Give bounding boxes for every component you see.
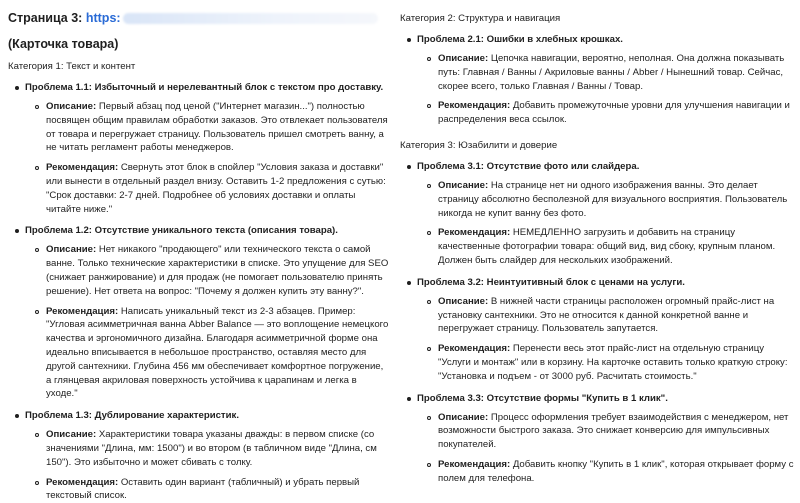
recommendation-text: Перенести весь этот прайс-лист на отдельную страницу "Услуги и монтаж" или в корзину. На карточке оставить только краткую строку: "Установка и подъем - от 3000 руб. Расчитать стоимость." — [438, 343, 788, 382]
problem-item — [8, 224, 390, 401]
recommendation-label: Рекомендация: — [46, 305, 119, 317]
problem-item — [8, 409, 390, 503]
recommendation-item — [417, 342, 794, 383]
detail-list — [25, 428, 390, 503]
description-item — [417, 179, 794, 220]
description-text: Нет никакого "продающего" или технического текста о самой ванне. Только технические характеристики в списке. Это упущение для SEO (снижает ранжирование) и для продаж (не помогает пользователю принять решение). Нет ответа на вопрос: "Почему я должен купить эту ванну?". — [46, 244, 389, 297]
recommendation-item — [25, 161, 390, 216]
recommendation-text: НЕМЕДЛЕННО загрузить и добавить на страницу качественные фотографии товара: общий вид, вид сбоку, крупным планом. Должен быть слайдер для нескольких изображений. — [438, 227, 776, 266]
problem-title: Проблема 2.1: Ошибки в хлебных крошках. — [417, 34, 623, 45]
description-label: Описание: — [46, 101, 97, 112]
description-item — [25, 428, 390, 469]
recommendation-text: Добавить кнопку "Купить в 1 клик", которая открывает форму с полем для телефона. — [438, 458, 794, 484]
description-label: Описание: — [46, 244, 97, 256]
problem-item — [8, 81, 390, 216]
description-text: В нижней части страницы расположен огромный прайс-лист на установку сантехники. Это не относится к данной конкретной ванне и перегружает страницу. Пользователь запутается. — [438, 295, 775, 335]
description-item — [25, 243, 390, 298]
page-subtitle: (Карточка товара) — [8, 37, 119, 51]
detail-list — [417, 179, 794, 268]
redacted-url-blur — [123, 13, 378, 24]
problem-list — [400, 33, 794, 127]
description-text: Процесс оформления требует взаимодействия с менеджером, нет возможности быстрого заказа. Это снижает конверсию для импульсивных покупателей. — [438, 411, 789, 451]
recommendation-item — [417, 226, 794, 267]
problem-title: Проблема 3.3: Отсутствие формы "Купить в 1 клик". — [417, 392, 668, 404]
page-title-prefix: Страница 3: — [8, 11, 83, 25]
category-heading: Категория 1: Текст и контент — [8, 61, 136, 72]
recommendation-text: Добавить промежуточные уровни для улучшения навигации и распределения веса ссылок. — [438, 100, 790, 126]
problem-list — [400, 160, 794, 486]
recommendation-label: Рекомендация: — [438, 100, 511, 112]
description-label: Описание: — [438, 411, 489, 423]
detail-list — [417, 411, 794, 486]
problem-list — [8, 81, 390, 503]
recommendation-item — [25, 476, 390, 503]
recommendation-text: Свернуть этот блок в спойлер "Условия заказа и доставки" или вынести в отдельный раздел внизу. Оставить 1-2 предложения с сутью: "Срок доставки: 2-7 дней. Подробнее об условиях доставки и оплаты читайте ниже." — [46, 162, 386, 215]
description-label: Описание: — [438, 179, 489, 191]
problem-item — [400, 392, 794, 486]
recommendation-item — [417, 458, 794, 486]
problem-title: Проблема 1.2: Отсутствие уникального текста (описания товара). — [25, 225, 338, 237]
recommendation-label: Рекомендация: — [438, 227, 511, 239]
recommendation-item — [25, 305, 390, 402]
recommendation-text: Оставить один вариант (табличный) и убрать первый текстовый список. — [46, 476, 360, 502]
description-text: На странице нет ни одного изображения ванны. Это делает страницу абсолютно бесполезной для визуального восприятия. Пользователь никогда не купит ванну без фото. — [438, 179, 788, 219]
category-heading: Категория 3: Юзабилити и доверие — [400, 139, 558, 151]
recommendation-label: Рекомендация: — [438, 343, 511, 355]
right-column — [400, 0, 794, 486]
description-label: Описание: — [438, 53, 489, 64]
recommendation-label: Рекомендация: — [46, 476, 119, 488]
problem-title: Проблема 1.3: Дублирование характеристик. — [25, 410, 239, 422]
description-text: Первый абзац под ценой ("Интернет магазин...") полностью посвящен общим правилам обработки заказов. Это отвлекает пользователя от товара и перегружает страницу. Пользователь пришел смотреть ванну, а не читать регламент работы менеджеров. — [46, 101, 388, 154]
description-label: Описание: — [438, 295, 489, 307]
problem-title: Проблема 3.1: Отсутствие фото или слайдера. — [417, 160, 640, 172]
problem-title: Проблема 1.1: Избыточный и нерелевантный блок с текстом про доставку. — [25, 82, 384, 93]
description-item — [25, 100, 390, 155]
detail-list — [417, 52, 794, 127]
recommendation-label: Рекомендация: — [46, 162, 119, 174]
left-column — [8, 0, 390, 503]
recommendation-label: Рекомендация: — [438, 458, 511, 470]
detail-list — [25, 243, 390, 401]
problem-item — [400, 33, 794, 127]
description-item — [417, 411, 794, 452]
description-item — [417, 52, 794, 93]
description-text: Цепочка навигации, вероятно, неполная. Она должна показывать путь: Главная / Ванны / Акриловые ванны / Abber / Нынешний товар. Сейчас, скорее всего, только Главная / Ванны / Товар. — [438, 53, 785, 92]
problem-item — [400, 160, 794, 268]
detail-list — [417, 295, 794, 384]
page-url-link[interactable]: https: — [85, 11, 121, 25]
description-label: Описание: — [46, 429, 97, 441]
category-heading: Категория 2: Структура и навигация — [400, 13, 561, 24]
detail-list — [25, 100, 390, 216]
page-title — [8, 10, 390, 26]
description-text: Характеристики товара указаны дважды: в первом списке (со значениями "Длина, мм: 1500") и во втором (в табличном виде "Длина, см 150"). Это избыточно и может сбивать с толку. — [46, 429, 377, 468]
problem-title: Проблема 3.2: Неинтуитивный блок с ценами на услуги. — [417, 276, 685, 288]
recommendation-item — [417, 99, 794, 127]
recommendation-text: Написать уникальный текст из 2-3 абзацев. Пример: "Угловая асимметричная ванна Abber Balance — это воплощение немецкого качества и эргономичного дизайна. Благодаря асимметричной форме она идеально вписывается в небольшое пространство, оставляя место для другой сантехники. Глубина 456 мм обеспечивает комфортное погружение, а глянцевая акриловая поверхность устойчива к царапинам и легка в уходе." — [46, 305, 389, 400]
problem-item — [400, 276, 794, 384]
description-item — [417, 295, 794, 336]
